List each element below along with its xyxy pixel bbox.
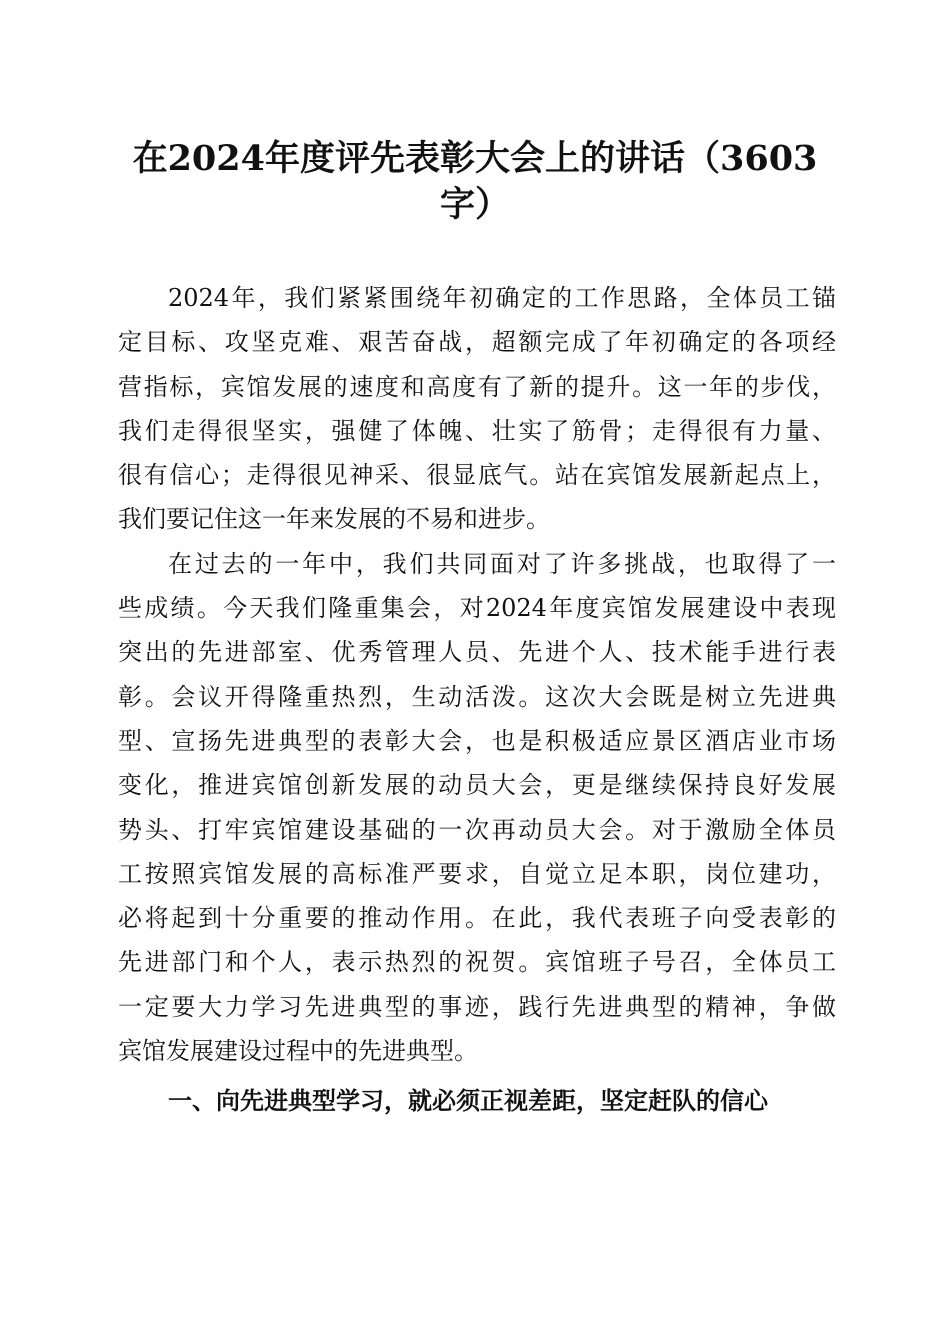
text-line: 些成绩。今天我们隆重集会，对2024年度宾馆发展建设中表现 (118, 594, 836, 623)
text-line: 我们要记住这一年来发展的不易和进步。 (118, 505, 550, 534)
text-line: 在过去的一年中，我们共同面对了许多挑战，也取得了一 (168, 549, 836, 578)
text-line: 营指标，宾馆发展的速度和高度有了新的提升。这一年的步伐， (118, 372, 836, 401)
title-line-1: 在2024年度评先表彰大会上的讲话（3603 (132, 138, 818, 179)
text-line: 必将起到十分重要的推动作用。在此，我代表班子向受表彰的 (118, 904, 836, 933)
text-line: 一定要大力学习先进典型的事迹，践行先进典型的精神，争做 (118, 992, 836, 1021)
text-line: 彰。会议开得隆重热烈，生动活泼。这次大会既是树立先进典 (118, 682, 836, 711)
document-title (100, 136, 850, 228)
text-line: 工按照宾馆发展的高标准严要求，自觉立足本职，岗位建功， (118, 859, 836, 888)
paragraph-2 (118, 542, 836, 1074)
text-line: 先进部门和个人，表示热烈的祝贺。宾馆班子号召，全体员工 (118, 948, 836, 977)
text-line: 变化，推进宾馆创新发展的动员大会，更是继续保持良好发展 (118, 771, 836, 800)
text-line: 2024年，我们紧紧围绕年初确定的工作思路，全体员工锚 (168, 284, 836, 312)
text-line: 定目标、攻坚克难、艰苦奋战，超额完成了年初确定的各项经 (118, 328, 836, 357)
document-body (118, 276, 836, 1124)
section-heading: 一、向先进典型学习，就必须正视差距，坚定赶队的信心 (168, 1086, 768, 1116)
text-line: 宾馆发展建设过程中的先进典型。 (118, 1037, 478, 1066)
text-line: 型、宣扬先进典型的表彰大会，也是积极适应景区酒店业市场 (118, 726, 836, 755)
text-line: 突出的先进部室、优秀管理人员、先进个人、技术能手进行表 (118, 638, 836, 667)
text-line: 我们走得很坚实，强健了体魄、壮实了筋骨；走得很有力量、 (118, 416, 836, 445)
text-line: 很有信心；走得很见神采、很显底气。站在宾馆发展新起点上， (118, 461, 836, 490)
title-line-2: 字） (439, 184, 510, 225)
text-line: 势头、打牢宾馆建设基础的一次再动员大会。对于激励全体员 (118, 815, 836, 844)
paragraph-1 (118, 276, 836, 542)
